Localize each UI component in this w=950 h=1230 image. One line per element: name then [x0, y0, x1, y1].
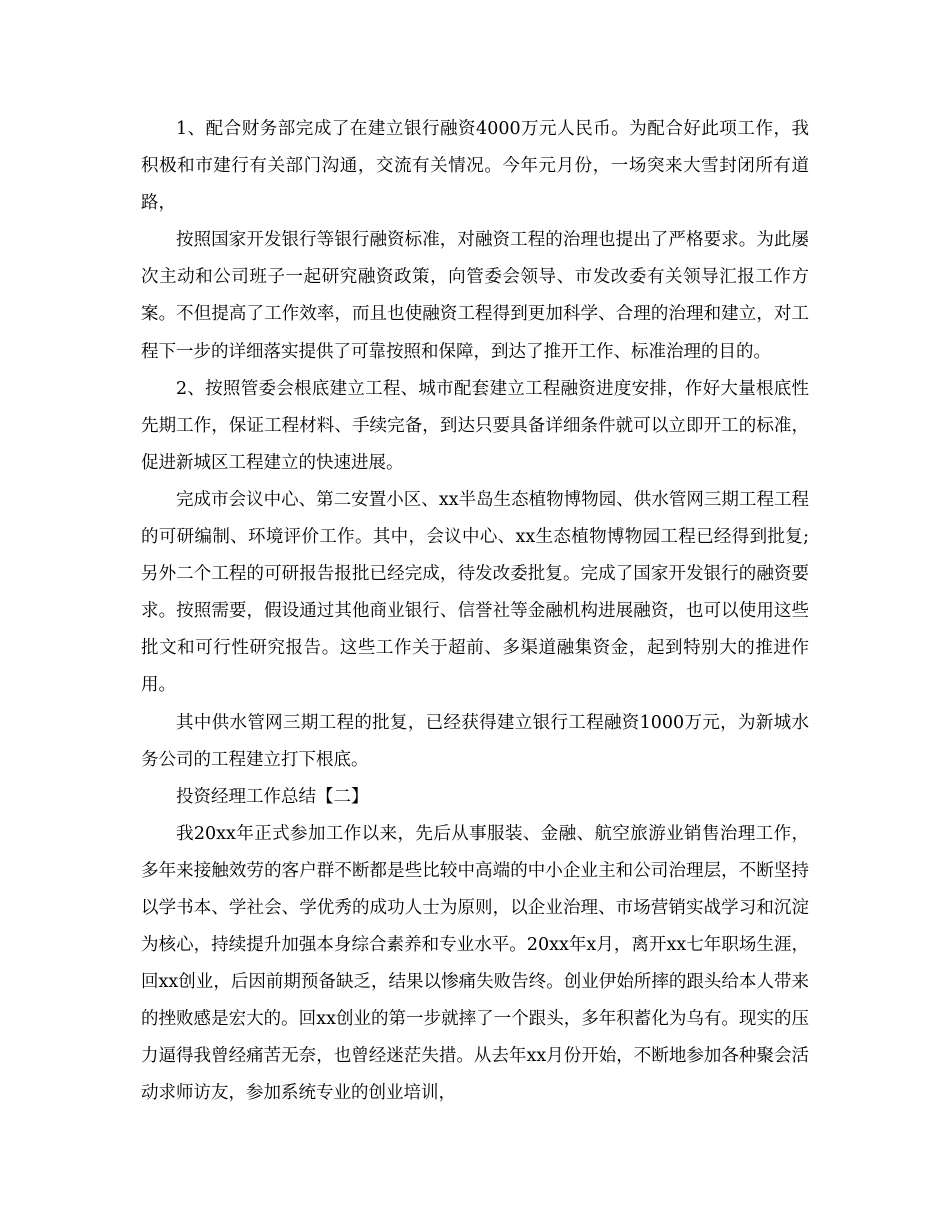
paragraph-water-pipeline: 其中供水管网三期工程的批复，已经获得建立银行工程融资1000万元，为新城水务公司的工程建立打下根底。	[141, 712, 809, 770]
paragraph-career-history: 我20xx年正式参加工作以来，先后从事服装、金融、航空旅游业销售治理工作，多年来接触效劳的客户群不断都是些比较中高端的中小企业主和公司治理层，不断坚持以学书本、学社会、学优秀的成功人士为原则，以企业治理、市场营销实战学习和沉淀为核心，持续提升加强本身综合素养和专业水平。20xx年x月，离开xx七年职场生涯，回xx创业，后因前期预备缺乏，结果以惨痛失败告终。创业伊始所摔的跟头给本人带来的挫败感是宏大的。回xx创业的第一步就摔了一个跟头，多年积蓄化为乌有。现实的压力逼得我曾经痛苦无奈，也曾经迷茫失措。从去年xx月份开始，不断地参加各种聚会活动求师访友，参加系统专业的创业培训，	[141, 823, 809, 1104]
paragraph-infrastructure-schedule: 2、按照管委会根底建立工程、城市配套建立工程融资进度安排，作好大量根底性先期工作，保证工程材料、手续完备，到达只要具备详细条件就可以立即开工的标准，促进新城区工程建立的快速进展。	[141, 378, 809, 473]
paragraph-feasibility-studies: 完成市会议中心、第二安置小区、xx半岛生态植物博物园、供水管网三期工程工程的可研编制、环境评价工作。其中，会议中心、xx生态植物博物园工程已经得到批复;另外二个工程的可研报告报批已经完成，待发改委批复。完成了国家开发银行的融资要求。按照需要，假设通过其他商业银行、信誉社等金融机构进展融资，也可以使用这些批文和可行性研究报告。这些工作关于超前、多渠道融集资金，起到特别大的推进作用。	[141, 489, 809, 696]
paragraph-financing-4000: 1、配合财务部完成了在建立银行融资4000万元人民币。为配合好此项工作，我积极和市建行有关部门沟通，交流有关情况。今年元月份，一场突来大雪封闭所有道路，	[141, 119, 809, 214]
paragraph-cdb-standards: 按照国家开发银行等银行融资标准，对融资工程的治理也提出了严格要求。为此屡次主动和公司班子一起研究融资政策，向管委会领导、市发改委有关领导汇报工作方案。不但提高了工作效率，而且也使融资工程得到更加科学、合理的治理和建立，对工程下一步的详细落实提供了可靠按照和保障，到达了推开工作、标准治理的目的。	[141, 230, 809, 362]
section-heading-summary-two: 投资经理工作总结【二】	[176, 786, 369, 807]
document-page	[141, 111, 809, 1113]
